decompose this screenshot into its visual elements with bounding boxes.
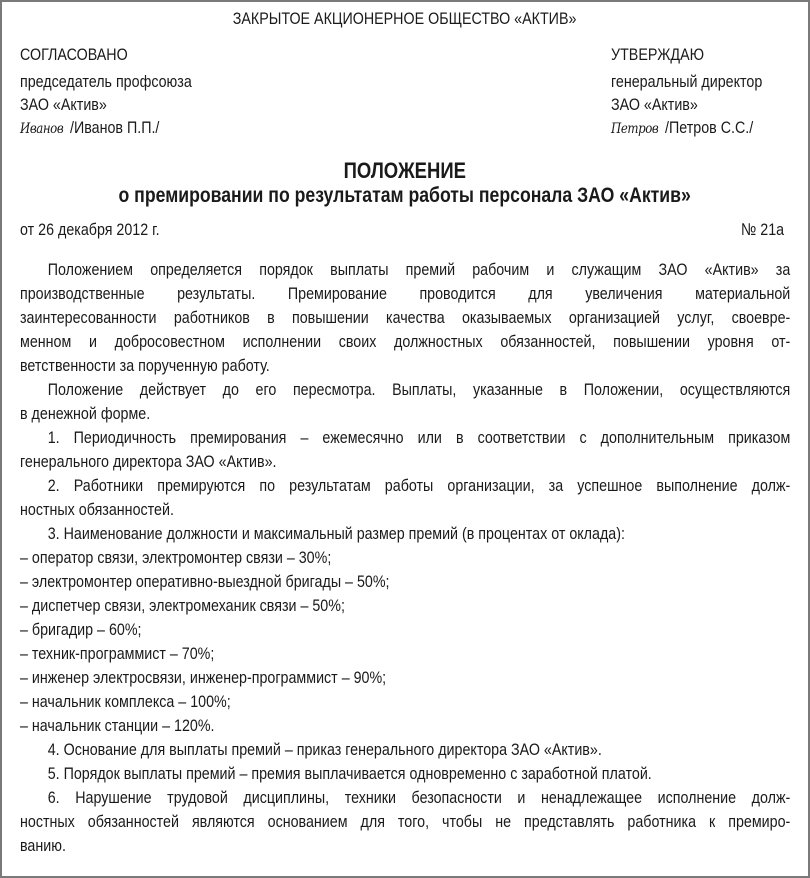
- body-line: ветственности за порученную работу.: [20, 356, 270, 375]
- subtitle-text: о премировании по результатам работы персонала ЗАО «Актив»: [118, 184, 692, 207]
- document-number: № 21а: [741, 220, 785, 239]
- clause-2-cont: ностных обязанностей.: [20, 500, 174, 519]
- bonus-list-item: – инженер электросвязи, инженер-программист – 90%;: [20, 668, 387, 687]
- body-line: в денежной форме.: [20, 404, 151, 423]
- body-line: Положением определяется порядок выплаты премий рабочим и служащим ЗАО «Актив» за: [47, 260, 791, 279]
- document-body: [20, 258, 790, 858]
- clause-5: 5. Порядок выплаты премий – премия выплачивается одновременно с заработной платой.: [47, 764, 652, 783]
- clause-6-end: ванию.: [20, 836, 66, 855]
- approval-left-position: председатель профсоюза: [20, 72, 192, 91]
- approval-right-label: УТВЕРЖДАЮ: [611, 45, 705, 64]
- bonus-list-item: – бригадир – 60%;: [20, 620, 142, 639]
- approval-left-org: ЗАО «Актив»: [20, 95, 107, 114]
- body-line: Положение действует до его пересмотра. Выплаты, указанные в Положении, осуществляются: [47, 380, 791, 399]
- approval-left-label: СОГЛАСОВАНО: [20, 45, 128, 64]
- organization-name: ЗАКРЫТОЕ АКЦИОНЕРНОЕ ОБЩЕСТВО «АКТИВ»: [233, 9, 577, 28]
- document-date: от 26 декабря 2012 г.: [20, 220, 160, 239]
- body-line: производственные результаты. Премирование проводится для увеличения материальной: [20, 284, 791, 303]
- organization-header: [0, 8, 810, 30]
- clause-1-cont: генерального директора ЗАО «Актив».: [20, 452, 277, 471]
- bonus-list-item: – начальник станции – 120%.: [20, 716, 215, 735]
- body-line: заинтересованности работников в повышении качества оказываемых организацией услуг, своевре-: [20, 308, 791, 327]
- clause-1: 1. Периодичность премирования – ежемесячно или в соответствии с дополнительным приказом: [47, 428, 791, 447]
- clause-3: 3. Наименование должности и максимальный размер премий (в процентах от оклада):: [47, 524, 625, 543]
- bonus-list-item: – оператор связи, электромонтер связи – 30%;: [20, 548, 332, 567]
- body-line: менном и добросовестном исполнении своих должностных обязанностей, повышении уровня от-: [20, 332, 791, 351]
- clause-4: 4. Основание для выплаты премий – приказ генерального директора ЗАО «Актив».: [47, 740, 602, 759]
- signature-ivanov: Иванов: [20, 121, 64, 137]
- bonus-list-item: – начальник комплекса – 100%;: [20, 692, 231, 711]
- document-subtitle: [0, 183, 810, 209]
- bonus-list-item: – диспетчер связи, электромеханик связи – 50%;: [20, 596, 345, 615]
- approval-right-name: /Петров С.С./: [665, 118, 754, 137]
- clause-2: 2. Работники премируются по результатам работы организации, за успешное выполнение долж-: [47, 476, 791, 495]
- clause-6: 6. Нарушение трудовой дисциплины, техники безопасности и ненадлежащее исполнение долж-: [47, 788, 791, 807]
- bonus-list-item: – техник-программист – 70%;: [20, 644, 215, 663]
- approval-left-name: /Иванов П.П./: [69, 118, 160, 137]
- approval-right-signature-line: [611, 116, 753, 141]
- signature-petrov: Петров: [611, 121, 659, 137]
- approval-left-signature-line: [20, 116, 159, 141]
- document-title: [0, 158, 810, 184]
- bonus-list-item: – электромонтер оперативно-выездной бригады – 50%;: [20, 572, 390, 591]
- approval-right-position: генеральный директор: [611, 72, 763, 91]
- title-text: ПОЛОЖЕНИЕ: [343, 158, 467, 183]
- approval-right-org: ЗАО «Актив»: [611, 95, 698, 114]
- clause-6-cont: ностных обязанностей являются основанием для того, чтобы не представлять работника к премиро-: [20, 812, 791, 831]
